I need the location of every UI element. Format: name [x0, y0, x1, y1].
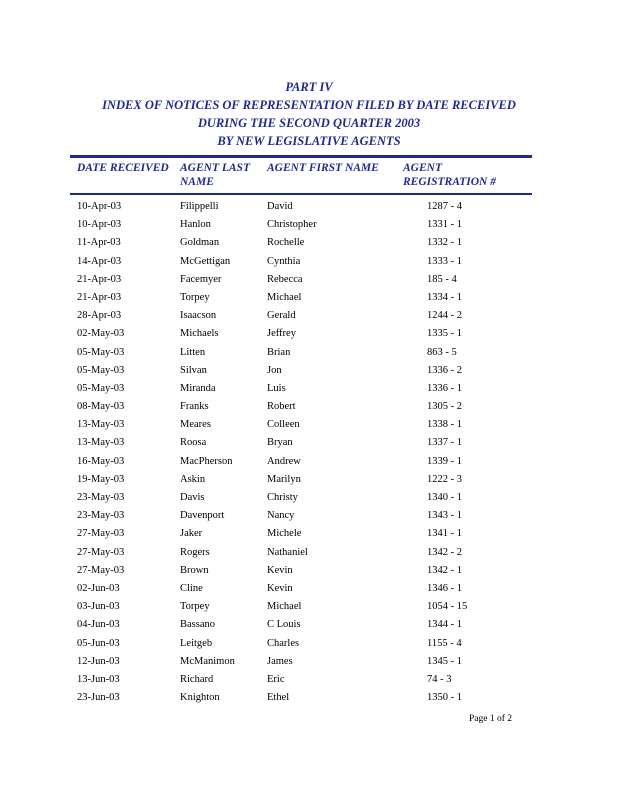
cell-agent-first-name: Luis — [267, 382, 286, 394]
cell-agent-registration: 1332 - 1 — [427, 237, 462, 249]
header-agent-last-name-line1: AGENT LAST — [180, 162, 250, 174]
cell-agent-last-name: Filippelli — [180, 201, 219, 212]
table-row — [0, 200, 618, 218]
table-row — [0, 364, 618, 382]
cell-agent-first-name: Michael — [267, 291, 302, 303]
table-row — [0, 600, 618, 618]
header-agent-first-name: AGENT FIRST NAME — [267, 162, 379, 174]
table-row — [0, 218, 618, 236]
cell-agent-registration: 1305 - 2 — [427, 401, 462, 413]
cell-agent-registration: 1054 - 15 — [427, 601, 468, 613]
cell-agent-first-name: Michael — [267, 601, 302, 613]
cell-date-received: 12-Jun-03 — [77, 655, 120, 667]
cell-agent-registration: 1341 - 1 — [427, 528, 462, 540]
table-top-rule — [70, 155, 532, 158]
cell-agent-registration: 1336 - 1 — [427, 382, 462, 394]
title-line-index: INDEX OF NOTICES OF REPRESENTATION FILED BY DATE RECEIVED — [102, 98, 516, 112]
cell-agent-last-name: Knighton — [180, 692, 220, 704]
cell-date-received: 02-May-03 — [77, 328, 125, 340]
cell-agent-registration: 1346 - 1 — [427, 582, 462, 594]
table-header-rule — [70, 193, 532, 195]
cell-agent-registration: 1342 - 1 — [427, 564, 462, 576]
cell-agent-first-name: James — [267, 655, 293, 667]
table-row — [0, 255, 618, 273]
cell-date-received: 05-May-03 — [77, 364, 125, 376]
table-row — [0, 491, 618, 509]
cell-agent-registration: 1335 - 1 — [427, 328, 462, 340]
table-row — [0, 691, 618, 709]
header-agent-registration — [403, 161, 523, 189]
cell-agent-registration: 1343 - 1 — [427, 510, 462, 522]
cell-date-received: 13-Jun-03 — [77, 673, 120, 685]
cell-date-received: 08-May-03 — [77, 401, 125, 413]
cell-date-received: 28-Apr-03 — [77, 310, 122, 322]
cell-date-received: 02-Jun-03 — [77, 582, 120, 594]
title-line-part: PART IV — [285, 80, 333, 94]
cell-agent-last-name: Leitgeb — [180, 637, 213, 649]
cell-agent-last-name: Torpey — [180, 291, 210, 303]
cell-agent-first-name: Rebecca — [267, 273, 303, 285]
header-agent-registration-line1: AGENT — [403, 162, 442, 174]
title-line-agents: BY NEW LEGISLATIVE AGENTS — [217, 134, 401, 148]
table-row — [0, 273, 618, 291]
cell-agent-first-name: Charles — [267, 637, 300, 649]
cell-date-received: 23-May-03 — [77, 492, 125, 503]
cell-agent-last-name: Brown — [180, 564, 209, 576]
table-row — [0, 564, 618, 582]
cell-date-received: 27-May-03 — [77, 528, 125, 540]
header-agent-last-name-line2: NAME — [180, 176, 214, 188]
cell-agent-first-name: Ethel — [267, 692, 290, 704]
cell-agent-last-name: Roosa — [180, 437, 207, 449]
cell-agent-first-name: Christopher — [267, 219, 317, 231]
cell-date-received: 19-May-03 — [77, 473, 125, 485]
cell-date-received: 11-Apr-03 — [77, 237, 121, 249]
cell-agent-first-name: Andrew — [267, 455, 301, 467]
cell-agent-last-name: Meares — [180, 419, 211, 431]
cell-agent-first-name: Marilyn — [267, 473, 301, 485]
cell-agent-last-name: Goldman — [180, 237, 220, 249]
table-row — [0, 655, 618, 673]
cell-agent-last-name: Jaker — [180, 528, 203, 540]
cell-agent-first-name: Jeffrey — [267, 328, 296, 340]
cell-agent-last-name: Davenport — [180, 510, 225, 522]
cell-agent-registration: 1339 - 1 — [427, 455, 462, 467]
table-row — [0, 546, 618, 564]
cell-agent-first-name: Robert — [267, 401, 296, 413]
cell-agent-registration: 1287 - 4 — [427, 201, 462, 212]
cell-date-received: 27-May-03 — [77, 564, 125, 576]
header-agent-last-name — [180, 161, 260, 189]
table-row — [0, 309, 618, 327]
cell-agent-registration: 863 - 5 — [427, 346, 457, 358]
cell-agent-last-name: Cline — [180, 582, 203, 594]
cell-date-received: 05-Jun-03 — [77, 637, 120, 649]
cell-agent-registration: 1337 - 1 — [427, 437, 462, 449]
cell-agent-registration: 1336 - 2 — [427, 364, 462, 376]
cell-agent-last-name: Bassano — [180, 619, 215, 631]
cell-agent-first-name: Rochelle — [267, 237, 305, 249]
table-row — [0, 327, 618, 345]
cell-date-received: 05-May-03 — [77, 382, 125, 394]
header-date-received: DATE RECEIVED — [77, 162, 169, 174]
table-row — [0, 346, 618, 364]
cell-agent-last-name: Silvan — [180, 364, 207, 376]
table-row — [0, 291, 618, 309]
cell-agent-first-name: Brian — [267, 346, 291, 358]
cell-agent-last-name: Facemyer — [180, 273, 222, 285]
cell-agent-last-name: Hanlon — [180, 219, 211, 231]
table-row — [0, 400, 618, 418]
cell-agent-last-name: McGettigan — [180, 255, 231, 267]
document-title — [0, 78, 618, 150]
cell-agent-registration: 1155 - 4 — [427, 637, 462, 649]
cell-agent-registration: 1334 - 1 — [427, 291, 462, 303]
cell-agent-first-name: Colleen — [267, 419, 300, 431]
cell-date-received: 16-May-03 — [77, 455, 125, 467]
cell-agent-first-name: David — [267, 201, 293, 212]
cell-agent-registration: 1338 - 1 — [427, 419, 462, 431]
cell-date-received: 13-May-03 — [77, 437, 125, 449]
cell-date-received: 04-Jun-03 — [77, 619, 120, 631]
cell-date-received: 10-Apr-03 — [77, 201, 122, 212]
cell-agent-last-name: Askin — [180, 473, 206, 485]
table-row — [0, 436, 618, 454]
cell-agent-registration: 1345 - 1 — [427, 655, 462, 667]
cell-agent-last-name: Richard — [180, 673, 214, 685]
table-body — [0, 200, 618, 709]
cell-date-received: 13-May-03 — [77, 419, 125, 431]
cell-agent-registration: 1344 - 1 — [427, 619, 462, 631]
cell-agent-last-name: Michaels — [180, 328, 219, 340]
cell-date-received: 03-Jun-03 — [77, 601, 120, 613]
cell-agent-last-name: MacPherson — [180, 455, 233, 467]
cell-date-received: 21-Apr-03 — [77, 273, 122, 285]
cell-date-received: 23-May-03 — [77, 510, 125, 522]
cell-agent-registration: 1342 - 2 — [427, 546, 462, 558]
cell-agent-last-name: Miranda — [180, 382, 216, 394]
cell-agent-first-name: Eric — [267, 673, 285, 685]
title-line-quarter: DURING THE SECOND QUARTER 2003 — [197, 116, 421, 130]
cell-agent-last-name: Franks — [180, 401, 209, 413]
cell-agent-registration: 74 - 3 — [427, 673, 452, 685]
cell-agent-first-name: Nancy — [267, 510, 295, 522]
table-row — [0, 582, 618, 600]
cell-agent-first-name: Christy — [267, 492, 298, 503]
table-row — [0, 473, 618, 491]
table-row — [0, 382, 618, 400]
cell-agent-last-name: Torpey — [180, 601, 210, 613]
cell-date-received: 27-May-03 — [77, 546, 125, 558]
cell-agent-registration: 1350 - 1 — [427, 692, 462, 704]
table-row — [0, 236, 618, 254]
cell-agent-last-name: Litten — [180, 346, 206, 358]
cell-agent-last-name: McManimon — [180, 655, 235, 667]
cell-agent-last-name: Rogers — [180, 546, 210, 558]
table-row — [0, 618, 618, 636]
cell-agent-first-name: Kevin — [267, 582, 293, 594]
cell-agent-registration: 185 - 4 — [427, 273, 457, 285]
table-row — [0, 673, 618, 691]
cell-agent-first-name: Kevin — [267, 564, 293, 576]
cell-agent-last-name: Davis — [180, 492, 205, 503]
cell-agent-first-name: Michele — [267, 528, 302, 540]
cell-date-received: 05-May-03 — [77, 346, 125, 358]
table-row — [0, 637, 618, 655]
cell-agent-first-name: Nathaniel — [267, 546, 308, 558]
cell-date-received: 23-Jun-03 — [77, 692, 120, 704]
cell-date-received: 14-Apr-03 — [77, 255, 122, 267]
table-row — [0, 418, 618, 436]
cell-agent-first-name: Jon — [267, 364, 282, 376]
cell-agent-registration: 1333 - 1 — [427, 255, 462, 267]
cell-agent-first-name: Bryan — [267, 437, 293, 449]
cell-date-received: 10-Apr-03 — [77, 219, 122, 231]
cell-agent-first-name: Cynthia — [267, 255, 301, 267]
cell-agent-last-name: Isaacson — [180, 310, 217, 322]
cell-agent-registration: 1331 - 1 — [427, 219, 462, 231]
cell-agent-registration: 1244 - 2 — [427, 310, 462, 322]
cell-agent-first-name: C Louis — [267, 619, 301, 631]
table-row — [0, 455, 618, 473]
cell-agent-registration: 1340 - 1 — [427, 492, 462, 503]
page-number: Page 1 of 2 — [469, 714, 513, 724]
cell-agent-registration: 1222 - 3 — [427, 473, 462, 485]
table-row — [0, 527, 618, 545]
table-row — [0, 509, 618, 527]
cell-agent-first-name: Gerald — [267, 310, 296, 322]
header-agent-registration-line2: REGISTRATION # — [403, 176, 496, 188]
cell-date-received: 21-Apr-03 — [77, 291, 122, 303]
table-header — [0, 161, 618, 191]
